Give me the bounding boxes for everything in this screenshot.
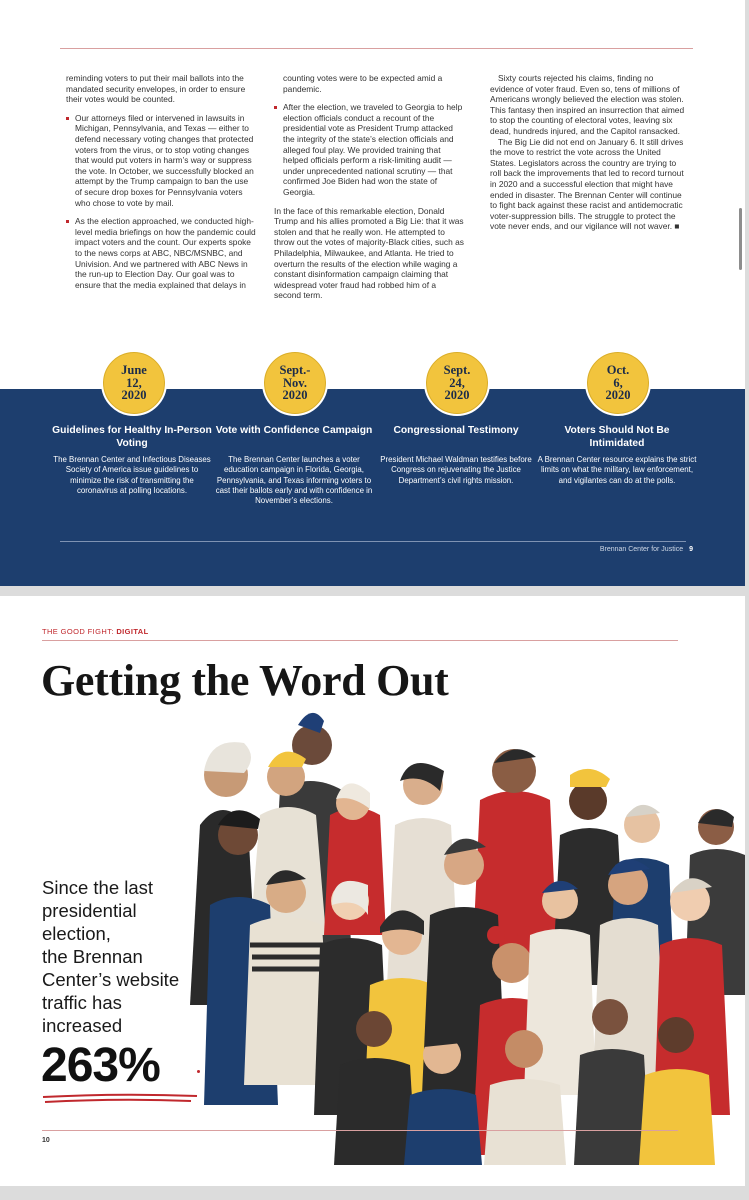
- footer-rule: [60, 541, 686, 542]
- timeline-title: Voters Should Not Be Intimidated: [564, 425, 670, 449]
- timeline-date-badge: Sept. 24, 2020: [424, 350, 490, 416]
- page-title: Getting the Word Out: [41, 656, 449, 705]
- timeline-title: Guidelines for Healthy In-Person Voting: [52, 425, 212, 449]
- paragraph: reminding voters to put their mail ballots into the mandated security envelopes, in order to ensure their votes would be counted.: [66, 73, 246, 105]
- footer-org: Brennan Center for Justice: [599, 546, 684, 553]
- section-rule: [42, 640, 678, 641]
- text-column-3: [490, 73, 688, 232]
- section-label-accent: DIGITAL: [116, 627, 149, 636]
- stat-description: Since the last presidential election, the Brennan Center’s website traffic has increased: [42, 877, 180, 1036]
- timeline-body: The Brennan Center launches a voter education campaign in Florida, Georgia, Pennsylvania, and Texas informing voters to cast their ballots early and with confidence in November’s elections.: [215, 455, 373, 506]
- timeline-date-badge: Sept.- Nov. 2020: [262, 350, 328, 416]
- bullet-paragraph: After the election, we traveled to Georgia to help election officials conduct a recount of the presidential vote as President Trump attacked the integrity of the state’s election officials and alleged foul play. We provided training that helped officials perform a risk-limiting audit — under unprecedented national scrutiny — that confirmed Joe Biden had won the state of Georgia.: [274, 102, 464, 197]
- timeline-date-badge: Oct. 6, 2020: [585, 350, 651, 416]
- page-footer: [600, 546, 693, 553]
- timeline-body: The Brennan Center and Infectious Diseases Society of America issue guidelines to minimize the risk of transmitting the coronavirus at polling locations.: [53, 455, 211, 495]
- end-mark: ■: [674, 221, 680, 232]
- bullet-paragraph: As the election approached, we conducted high-level media briefings on how the pandemic could impact voters and the count. Our experts spoke to the news corps at ABC, NBC/MSNBC, and Univision. And we partnered with ABC News in the run-up to Election Day. Our goal was to ensure that the media explained that delays in: [66, 216, 256, 290]
- section-label: [42, 627, 149, 636]
- paragraph-text: The Big Lie did not end on January 6. It still drives the move to restrict the vote across the United States. Legislators across the country are trying to roll back the improvements that led to record turnout in 2020 and a successful election that might have ended in disaster. The Brennan Center will continue to fight back against these racist and antidemocratic voter-suppression bills. The struggle to protect the vote never ends, and our vigilance will not waver.: [490, 136, 684, 232]
- top-rule: [60, 48, 693, 49]
- timeline-date-badge: June 12, 2020: [101, 350, 167, 416]
- timeline-title: Vote with Confidence Campaign: [215, 425, 373, 436]
- footer-page-number: 9: [689, 546, 693, 553]
- paragraph: Sixty courts rejected his claims, finding no evidence of voter fraud. Even so, tens of millions of Americans wrongly believed the election was stolen. This fantasy then inspired an insurrection that aimed to stop the counting of electoral votes, leaving six dead, hundreds injured, and the Capitol ransacked.: [490, 73, 685, 136]
- paragraph: [490, 137, 688, 232]
- stat-value: 263%: [41, 1039, 160, 1092]
- timeline-body: A Brennan Center resource explains the strict limits on what the military, law enforcement, and vigilantes can do at the polls.: [537, 455, 697, 485]
- section-label-prefix: THE GOOD FIGHT:: [42, 627, 114, 636]
- text-column-2: [274, 73, 464, 309]
- bottom-rule: [42, 1130, 678, 1131]
- scrollbar-thumb[interactable]: [739, 208, 742, 270]
- timeline-title: Congressional Testimony: [393, 425, 519, 436]
- paragraph: In the face of this remarkable election, Donald Trump and his allies promoted a Big Lie: that it was stolen and that he really won. He attempted to throw out the votes of majority-Black cities, such as Philadelphia, Milwaukee, and Atlanta. He tried to overturn the results of the election while waging a constant disinformation campaign claiming that widespread voter fraud had robbed him of a second term.: [274, 205, 464, 301]
- page-9: [0, 0, 745, 586]
- stat-period-dot: [197, 1070, 200, 1073]
- underline-scribble: [41, 1092, 201, 1108]
- bullet-paragraph: Our attorneys filed or intervened in lawsuits in Michigan, Pennsylvania, and Texas — either to defend necessary voting changes that protected voters from the virus, or to stop voting changes that would put voters in harm’s way or suppress the vote. In October, we successfully blocked an attempt by the Trump campaign to ban the use of secure drop boxes for Pennsylvania voters who chose to vote by mail.: [66, 113, 256, 208]
- text-column-1: [66, 73, 256, 298]
- paragraph: counting votes were to be expected amid a pandemic.: [283, 73, 443, 94]
- timeline-body: President Michael Waldman testifies before Congress on rejuvenating the Justice Department’s civil rights mission.: [380, 455, 532, 485]
- page-number: 10: [42, 1137, 50, 1144]
- crowd-illustration: [190, 705, 745, 1165]
